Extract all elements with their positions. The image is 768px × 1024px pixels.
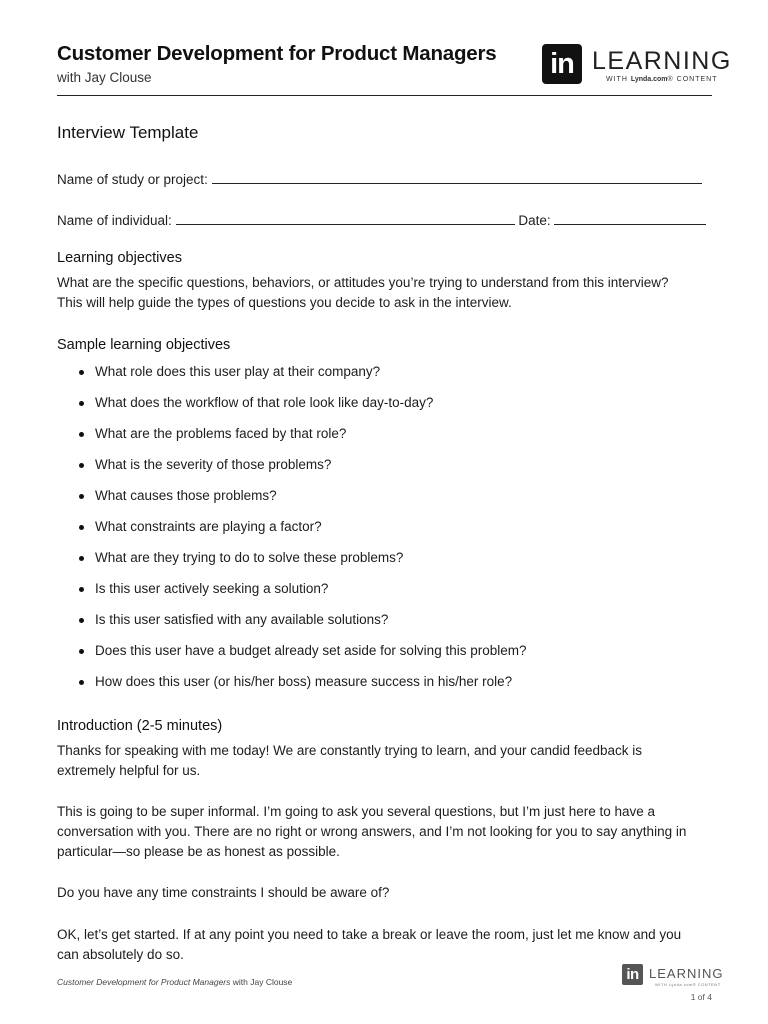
linkedin-in-icon: in — [542, 44, 582, 84]
list-item: Is this user actively seeking a solution? — [57, 579, 717, 610]
sample-objectives-list — [57, 362, 717, 703]
bullet-icon — [79, 649, 84, 654]
course-title: Customer Development for Product Managers — [57, 42, 497, 65]
study-name-blank[interactable] — [212, 170, 702, 184]
footer-linkedin-in-icon: in — [622, 964, 643, 985]
footer-linkedin-learning-logo — [622, 964, 724, 988]
bullet-icon — [79, 587, 84, 592]
bullet-icon — [79, 556, 84, 561]
individual-name-field — [57, 211, 706, 228]
study-name-field — [57, 170, 702, 187]
learning-objectives-text: What are the specific questions, behaviors, or attitudes you’re trying to understand from this interview? This will help guide the types of questions you decide to ask in the interview. — [57, 275, 669, 310]
footer-course-title: Customer Development for Product Managers with Jay Clouse — [57, 977, 293, 987]
logo-wordmark: LEARNING — [592, 47, 732, 75]
page-title: Interview Template — [57, 123, 199, 142]
introduction-paragraph-4: OK, let’s get started. If at any point you need to take a break or leave the room, just let me know and you can absolutely do so. — [57, 927, 682, 962]
list-item: Does this user have a budget already set aside for solving this problem? — [57, 641, 717, 672]
sample-objectives-heading: Sample learning objectives — [57, 337, 231, 353]
list-item: What are the problems faced by that role? — [57, 424, 717, 455]
date-blank[interactable] — [554, 211, 706, 225]
course-author: with Jay Clouse — [57, 70, 152, 85]
introduction-paragraph-2: This is going to be super informal. I’m going to ask you several questions, but I’m just here to have a conversation with you. There are no right or wrong answers, and I’m not looking for you to say anything in particular—so please be as honest as possible. — [57, 804, 687, 859]
footer-logo-wordmark: LEARNING — [649, 966, 724, 981]
learning-objectives-heading: Learning objectives — [57, 250, 182, 266]
list-item: What is the severity of those problems? — [57, 455, 717, 486]
individual-name-blank[interactable] — [176, 211, 515, 225]
bullet-icon — [79, 525, 84, 530]
footer-logo-subtitle: WITH Lynda.com® CONTENT — [655, 982, 721, 987]
list-item: What does the workflow of that role look like day-to-day? — [57, 393, 717, 424]
list-item: What constraints are playing a factor? — [57, 517, 717, 548]
bullet-icon — [79, 370, 84, 375]
study-name-label: Name of study or project: — [57, 172, 208, 187]
linkedin-learning-logo — [542, 44, 732, 86]
page-number: 1 of 4 — [690, 992, 712, 1002]
bullet-icon — [79, 401, 84, 406]
header-divider — [57, 95, 712, 96]
list-item: How does this user (or his/her boss) measure success in his/her role? — [57, 672, 717, 703]
list-item: What are they trying to do to solve these problems? — [57, 548, 717, 579]
bullet-icon — [79, 494, 84, 499]
bullet-icon — [79, 463, 84, 468]
introduction-heading: Introduction (2-5 minutes) — [57, 718, 223, 734]
introduction-paragraph-1: Thanks for speaking with me today! We are constantly trying to learn, and your candid feedback is extremely helpful for us. — [57, 743, 643, 778]
individual-name-label: Name of individual: — [57, 213, 172, 228]
logo-subtitle: WITH Lynda.com® CONTENT — [606, 76, 718, 83]
list-item: What causes those problems? — [57, 486, 717, 517]
list-item: What role does this user play at their company? — [57, 362, 717, 393]
date-label: Date: — [518, 213, 551, 228]
bullet-icon — [79, 432, 84, 437]
introduction-paragraph-3: Do you have any time constraints I should be aware of? — [57, 885, 390, 900]
list-item: Is this user satisfied with any available solutions? — [57, 610, 717, 641]
bullet-icon — [79, 618, 84, 623]
bullet-icon — [79, 680, 84, 685]
